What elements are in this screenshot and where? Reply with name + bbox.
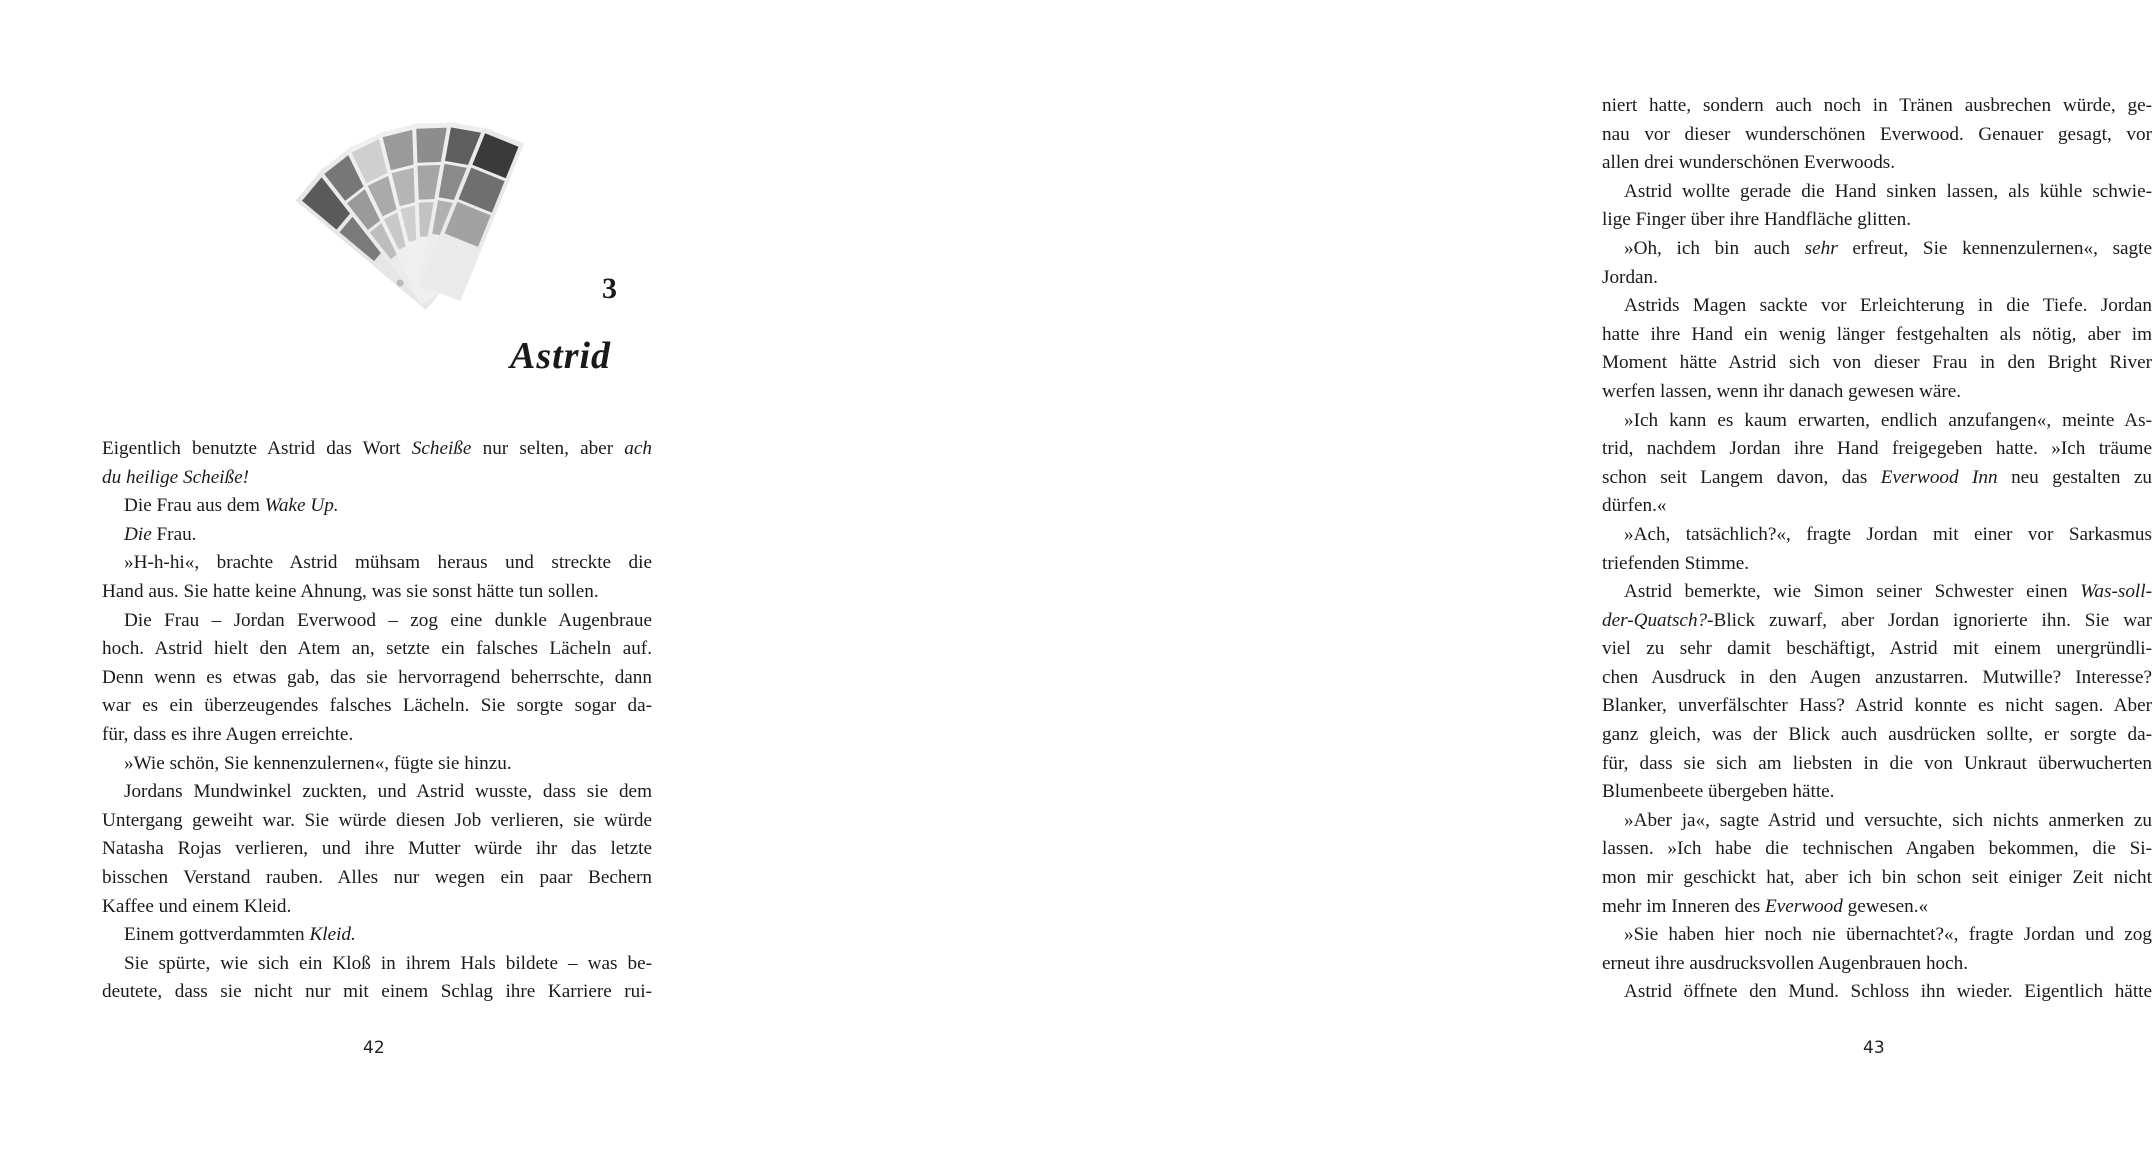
text-span: ganz gleich, was der Blick auch ausdrücken sollte, er sorgte da-: [1602, 724, 2152, 746]
text-line: [1602, 92, 2152, 121]
text-span: Einem gottverdammten: [124, 924, 310, 946]
text-span: lige Finger über ihre Handfläche glitten.: [1602, 209, 1912, 231]
text-span: Kaffee und einem Kleid.: [102, 895, 292, 917]
text-span: für, dass es ihre Augen erreichte.: [102, 723, 354, 745]
text-span: nur selten, aber: [471, 438, 625, 459]
text-span: Was-soll-: [2080, 581, 2152, 603]
text-span: Hand aus. Sie hatte keine Ahnung, was sie sonst hätte tun sollen.: [102, 580, 599, 602]
text-line: [102, 435, 652, 464]
text-span: Kleid.: [309, 924, 356, 946]
text-span: Denn wenn es etwas gab, das sie hervorragend beherrschte, dann: [102, 666, 652, 688]
text-line: [102, 750, 652, 779]
text-line: [1602, 121, 2152, 150]
text-span: war es ein überzeugendes falsches Lächeln. Sie sorgte sogar da-: [102, 695, 652, 717]
left-body-text: [102, 435, 652, 1007]
text-span: Astrid bemerkte, wie Simon seiner Schwester einen: [1624, 581, 2081, 603]
text-span: »Ach, tatsächlich?«, fragte Jordan mit einer vor Sarkasmus: [1624, 523, 2152, 545]
text-line: [102, 607, 652, 636]
text-span: hoch. Astrid hielt den Atem an, setzte ein falsches Lächeln auf.: [102, 638, 652, 660]
text-line: [1602, 264, 2152, 293]
text-line: [102, 578, 652, 607]
text-span: lassen. »Ich habe die technischen Angaben bekommen, die Si-: [1602, 838, 2152, 860]
text-line: [102, 692, 652, 721]
text-span: Astrid öffnete den Mund. Schloss ihn wieder. Eigentlich hätte: [1624, 981, 2152, 1003]
text-line: [1602, 235, 2152, 264]
text-line: [1602, 578, 2152, 607]
text-span: erneut ihre ausdrucksvollen Augenbrauen hoch.: [1602, 952, 1969, 974]
color-swatch-fan-illustration: [255, 118, 515, 308]
text-span: dürfen.«: [1602, 495, 1667, 517]
text-span: allen drei wunderschönen Everwoods.: [1602, 152, 1896, 174]
text-span: ach: [624, 438, 652, 459]
text-line: [102, 893, 652, 922]
text-span: Moment hätte Astrid sich von dieser Frau in den Bright River: [1602, 352, 2152, 374]
text-span: Die Frau – Jordan Everwood – zog eine dunkle Augenbraue: [124, 609, 652, 631]
text-span: du heilige Scheiße!: [102, 466, 250, 488]
text-line: [1602, 750, 2152, 779]
text-span: Die Frau aus dem: [124, 495, 265, 517]
text-span: deutete, dass sie nicht nur mit einem Schlag ihre Karriere rui-: [102, 981, 652, 1003]
text-span: »Wie schön, Sie kennenzulernen«, fügte sie hinzu.: [124, 752, 512, 774]
chapter-title: Astrid: [510, 335, 612, 377]
text-line: [102, 521, 652, 550]
text-line: [1602, 807, 2152, 836]
text-span: »H-h-hi«, brachte Astrid mühsam heraus und streckte die: [124, 552, 652, 574]
text-span: Jordan.: [1602, 266, 1658, 288]
text-span: mon mir geschickt hat, aber ich bin schon seit einiger Zeit nicht: [1602, 867, 2152, 889]
text-span: niert hatte, sondern auch noch in Tränen ausbrechen würde, ge-: [1602, 95, 2152, 116]
text-line: [102, 950, 652, 979]
text-span: hatte ihre Hand ein wenig länger festgehalten als nötig, aber im: [1602, 323, 2152, 345]
text-span: trid, nachdem Jordan ihre Hand freigegeben hatte. »Ich träume: [1602, 438, 2152, 460]
text-span: sehr: [1804, 237, 1838, 259]
text-span: »Ich kann es kaum erwarten, endlich anzufangen«, meinte As-: [1624, 409, 2152, 431]
text-line: [1602, 521, 2152, 550]
text-span: »Oh, ich bin auch: [1624, 237, 1805, 259]
text-line: [1602, 950, 2152, 979]
text-line: [1602, 893, 2152, 922]
text-line: [102, 492, 652, 521]
text-span: erfreut, Sie kennenzulernen«, sagte: [1837, 237, 2152, 259]
text-span: Jordans Mundwinkel zuckten, und Astrid wusste, dass sie dem: [124, 781, 652, 803]
text-span: Natasha Rojas verlieren, und ihre Mutter würde ihr das letzte: [102, 838, 652, 860]
text-span: Die: [124, 523, 152, 545]
text-span: Astrids Magen sackte vor Erleichterung in die Tiefe. Jordan: [1624, 295, 2152, 317]
text-line: [1602, 292, 2152, 321]
text-line: [1602, 407, 2152, 436]
text-line: [102, 664, 652, 693]
text-span: der-Quatsch?: [1602, 609, 1708, 631]
text-line: [1602, 149, 2152, 178]
text-span: viel zu sehr damit beschäftigt, Astrid mit einem unergründli-: [1602, 638, 2152, 660]
page-number-right: 43: [1863, 1038, 1885, 1058]
text-line: [1602, 978, 2152, 1007]
text-line: [102, 721, 652, 750]
text-span: Sie spürte, wie sich ein Kloß in ihrem Hals bildete – was be-: [124, 952, 652, 974]
text-line: [1602, 664, 2152, 693]
text-span: werfen lassen, wenn ihr danach gewesen wäre.: [1602, 380, 1962, 402]
text-line: [1602, 178, 2152, 207]
text-span: Untergang geweiht war. Sie würde diesen Job verlieren, sie würde: [102, 809, 652, 831]
text-line: [1602, 378, 2152, 407]
text-line: [102, 978, 652, 1007]
text-line: [1602, 921, 2152, 950]
chapter-number: 3: [602, 272, 617, 305]
text-span: Everwood Inn: [1880, 466, 1998, 488]
text-span: schon seit Langem davon, das: [1602, 466, 1881, 488]
text-span: chen Ausdruck in den Augen anzustarren. Mutwille? Interesse?: [1602, 666, 2152, 688]
text-line: [102, 464, 652, 493]
text-line: [1602, 635, 2152, 664]
text-line: [1602, 492, 2152, 521]
text-span: für, dass sie sich am liebsten in die von Unkraut überwucherten: [1602, 752, 2152, 774]
text-span: Frau.: [151, 523, 197, 545]
text-line: [1602, 778, 2152, 807]
text-span: »Aber ja«, sagte Astrid und versuchte, sich nichts anmerken zu: [1624, 809, 2152, 831]
text-line: [1602, 550, 2152, 579]
text-line: [1602, 206, 2152, 235]
text-line: [1602, 607, 2152, 636]
text-line: [1602, 464, 2152, 493]
text-span: Blanker, unverfälschter Hass? Astrid konnte es nicht sagen. Aber: [1602, 695, 2152, 717]
left-page: [0, 0, 750, 1153]
text-line: [1602, 435, 2152, 464]
text-span: bisschen Verstand rauben. Alles nur wegen ein paar Bechern: [102, 866, 652, 888]
text-line: [1602, 835, 2152, 864]
right-page: [750, 0, 2152, 1153]
text-span: nau vor dieser wunderschönen Everwood. Genauer gesagt, vor: [1602, 123, 2152, 145]
text-span: triefenden Stimme.: [1602, 552, 1750, 574]
text-line: [102, 635, 652, 664]
text-line: [102, 835, 652, 864]
text-span: Eigentlich benutzte Astrid das Wort: [102, 438, 412, 459]
text-line: [102, 549, 652, 578]
text-line: [1602, 349, 2152, 378]
text-span: Blumenbeete übergeben hätte.: [1602, 781, 1835, 803]
text-span: neu gestalten zu: [1997, 466, 2152, 488]
text-line: [1602, 864, 2152, 893]
text-span: Astrid wollte gerade die Hand sinken lassen, als kühle schwie-: [1624, 180, 2152, 202]
text-span: mehr im Inneren des: [1602, 895, 1766, 917]
text-line: [102, 778, 652, 807]
text-line: [1602, 321, 2152, 350]
right-body-text: [1602, 92, 2152, 1007]
text-line: [102, 921, 652, 950]
text-span: Wake Up.: [264, 495, 339, 517]
text-line: [102, 807, 652, 836]
text-line: [1602, 692, 2152, 721]
text-span: gewesen.«: [1842, 895, 1929, 917]
page-number-left: 42: [363, 1038, 385, 1058]
text-span: -Blick zuwarf, aber Jordan ignorierte ihn. Sie war: [1707, 609, 2152, 631]
text-line: [102, 864, 652, 893]
text-span: Everwood: [1765, 895, 1843, 917]
text-line: [1602, 721, 2152, 750]
text-span: »Sie haben hier noch nie übernachtet?«, fragte Jordan und zog: [1624, 924, 2152, 946]
text-span: Scheiße: [411, 438, 472, 459]
